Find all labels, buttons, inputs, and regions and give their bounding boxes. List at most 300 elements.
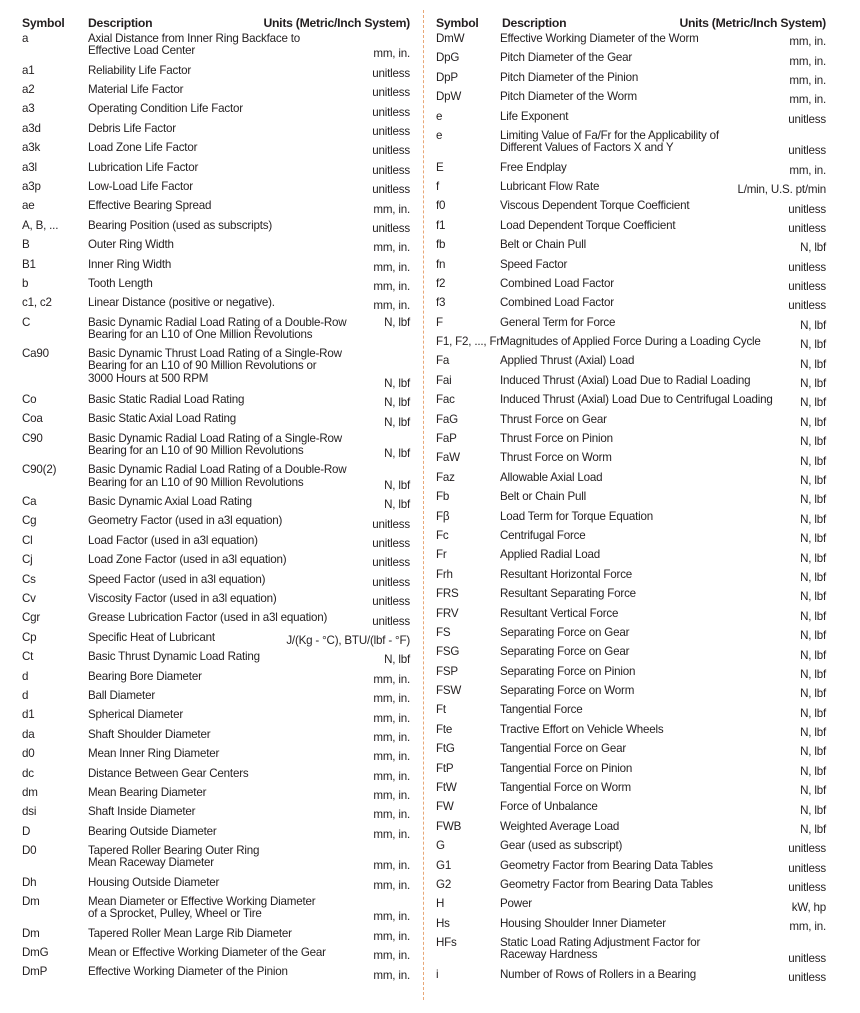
symbol-cell: Cgr: [22, 611, 41, 625]
description-cell: [88, 256, 369, 271]
column-divider: [423, 10, 424, 1000]
units-cell: N, lbf: [800, 318, 826, 332]
symbol-cell: Fb: [436, 490, 450, 504]
table-row: [22, 551, 410, 570]
symbol-cell: FaW: [436, 451, 460, 465]
description-cell: [500, 837, 784, 852]
units-cell: mm, in.: [373, 280, 410, 294]
units-cell: unitless: [372, 221, 410, 235]
description-line: Separating Force on Gear: [500, 645, 630, 659]
symbol-cell: Ca90: [22, 347, 49, 361]
symbol-cell: d: [22, 688, 29, 702]
table-row: [22, 745, 410, 764]
description-line: Reliability Life Factor: [88, 63, 192, 77]
units-cell: mm, in.: [373, 859, 410, 873]
units-cell: unitless: [788, 202, 826, 216]
description-line: Grease Lubrication Factor (used in a3l equation): [88, 611, 328, 625]
units-cell: N, lbf: [800, 415, 826, 429]
units-cell: N, lbf: [800, 338, 826, 352]
description-line: Allowable Axial Load: [500, 470, 603, 484]
table-row: [436, 178, 826, 197]
units-cell: mm, in.: [789, 163, 826, 177]
description-cell: [500, 275, 784, 290]
symbol-cell: Fac: [436, 393, 455, 407]
description-line: Tapered Roller Mean Large Rib Diameter: [88, 926, 292, 940]
table-row: [436, 372, 826, 391]
description-cell: [500, 895, 788, 910]
symbol-cell: dc: [22, 766, 34, 780]
table-row: [22, 874, 410, 893]
description-cell: [88, 430, 380, 457]
units-cell: unitless: [372, 575, 410, 589]
units-cell: N, lbf: [800, 590, 826, 604]
units-cell: N, lbf: [800, 648, 826, 662]
table-row: [22, 294, 410, 313]
units-cell: unitless: [372, 183, 410, 197]
description-cell: [88, 217, 368, 232]
table-row: [436, 966, 826, 985]
symbol-cell: f1: [436, 218, 446, 232]
description-header: Description: [88, 16, 153, 30]
table-row: [436, 682, 826, 701]
description-line: Basic Dynamic Radial Load Rating of a Single-Row: [88, 431, 342, 445]
description-cell: [500, 197, 784, 212]
description-cell: [88, 726, 369, 741]
units-cell: N, lbf: [800, 473, 826, 487]
description-line: Limiting Value of Fa/Fr for the Applicability of: [500, 128, 719, 142]
description-cell: [88, 100, 368, 115]
description-line: Shaft Shoulder Diameter: [88, 727, 211, 741]
symbol-cell: e: [436, 128, 443, 142]
description-line: Basic Dynamic Radial Load Rating of a Double-Row: [88, 463, 347, 477]
description-cell: [500, 760, 796, 775]
description-line: Bearing Outside Diameter: [88, 824, 217, 838]
description-line: Load Zone Life Factor: [88, 141, 198, 155]
description-line: Mean Bearing Diameter: [88, 785, 207, 799]
description-cell: [500, 566, 796, 581]
left-header: [22, 8, 410, 30]
table-row: [22, 314, 410, 346]
units-cell: unitless: [788, 299, 826, 313]
table-row: [436, 779, 826, 798]
description-line: Speed Factor (used in a3l equation): [88, 572, 266, 586]
description-cell: [500, 314, 796, 329]
description-line: Tangential Force: [500, 703, 583, 717]
table-row: [22, 803, 410, 822]
description-line: Force of Unbalance: [500, 800, 598, 814]
units-cell: N, lbf: [800, 241, 826, 255]
table-row: [22, 706, 410, 725]
units-cell: unitless: [372, 105, 410, 119]
description-cell: [500, 88, 785, 103]
description-cell: [500, 605, 796, 620]
description-line: Load Factor (used in a3l equation): [88, 533, 258, 547]
symbol-header: Symbol: [22, 16, 65, 30]
table-row: [22, 842, 410, 874]
units-cell: unitless: [788, 881, 826, 895]
description-cell: [500, 779, 796, 794]
symbol-cell: DpG: [436, 51, 460, 65]
description-line: Mean or Effective Working Diameter of the Gear: [88, 946, 326, 960]
symbol-cell: FSG: [436, 645, 460, 659]
units-cell: N, lbf: [800, 435, 826, 449]
table-row: [436, 159, 826, 178]
description-line: Geometry Factor from Bearing Data Tables: [500, 878, 713, 891]
symbol-cell: G1: [436, 858, 452, 872]
description-line: Debris Life Factor: [88, 121, 176, 135]
description-line: Effective Working Diameter of the Pinion: [88, 965, 288, 979]
description-cell: [500, 818, 796, 833]
description-line: Load Dependent Torque Coefficient: [500, 218, 676, 232]
symbol-cell: Co: [22, 393, 37, 407]
symbol-cell: f0: [436, 199, 446, 213]
units-cell: unitless: [788, 112, 826, 126]
units-cell: unitless: [372, 163, 410, 177]
description-cell: [88, 197, 369, 212]
symbol-header: Symbol: [436, 16, 479, 30]
table-row: [22, 30, 410, 62]
left-column: [22, 8, 410, 983]
description-cell: [500, 372, 796, 387]
description-cell: [500, 127, 784, 154]
description-line: Gear (used as subscript): [500, 839, 623, 853]
symbol-cell: Ft: [436, 703, 446, 717]
table-row: [436, 197, 826, 216]
description-line: Effective Load Center: [88, 44, 196, 58]
table-row: [22, 217, 410, 236]
symbol-cell: Coa: [22, 412, 43, 426]
description-cell: [500, 585, 796, 600]
table-row: [436, 701, 826, 720]
description-line: Axial Distance from Inner Ring Backface to: [88, 32, 300, 45]
table-row: [436, 566, 826, 585]
symbol-cell: a1: [22, 63, 35, 77]
description-line: Housing Outside Diameter: [88, 875, 220, 889]
symbol-cell: DmP: [22, 965, 48, 979]
description-cell: [500, 643, 796, 658]
table-row: [436, 314, 826, 333]
units-cell: N, lbf: [800, 357, 826, 371]
description-line: Raceway Hardness: [500, 948, 598, 962]
description-line: Tooth Length: [88, 276, 153, 290]
description-line: Resultant Horizontal Force: [500, 567, 633, 581]
symbol-cell: DpW: [436, 90, 462, 104]
table-row: [436, 391, 826, 410]
description-line: Distance Between Gear Centers: [88, 766, 249, 780]
description-cell: [88, 81, 368, 96]
description-cell: [88, 687, 369, 702]
symbol-cell: a2: [22, 82, 35, 96]
symbol-cell: d1: [22, 708, 35, 722]
units-cell: unitless: [372, 86, 410, 100]
symbol-cell: f2: [436, 276, 446, 290]
units-cell: unitless: [788, 951, 826, 965]
table-row: [436, 818, 826, 837]
table-row: [436, 127, 826, 159]
description-cell: [88, 120, 368, 135]
symbol-cell: B: [22, 238, 30, 252]
description-line: Lubrication Life Factor: [88, 160, 199, 174]
description-cell: [88, 745, 369, 760]
symbol-cell: Ct: [22, 650, 34, 664]
units-cell: mm, in.: [373, 808, 410, 822]
table-row: [436, 508, 826, 527]
units-cell: N, lbf: [384, 396, 410, 410]
description-cell: [88, 765, 369, 780]
description-line: Resultant Vertical Force: [500, 606, 619, 620]
symbol-cell: b: [22, 276, 29, 290]
symbol-cell: da: [22, 727, 35, 741]
description-line: Mean Raceway Diameter: [88, 856, 214, 870]
table-row: [436, 430, 826, 449]
table-row: [436, 449, 826, 468]
units-cell: unitless: [788, 260, 826, 274]
units-cell: unitless: [788, 970, 826, 984]
description-cell: [500, 236, 796, 251]
symbol-cell: C: [22, 315, 31, 329]
table-row: [22, 893, 410, 925]
symbol-cell: FtG: [436, 742, 455, 756]
table-row: [436, 256, 826, 275]
description-cell: [88, 275, 369, 290]
description-line: Lubricant Flow Rate: [500, 179, 600, 193]
symbol-cell: Faz: [436, 470, 455, 484]
description-line: Thrust Force on Gear: [500, 412, 607, 426]
table-row: [436, 294, 826, 313]
description-line: Viscous Dependent Torque Coefficient: [500, 199, 690, 213]
description-line: Effective Bearing Spread: [88, 199, 212, 213]
description-line: Viscosity Factor (used in a3l equation): [88, 591, 277, 605]
description-cell: [88, 629, 282, 644]
description-line: Induced Thrust (Axial) Load Due to Centrifugal Loading: [500, 393, 773, 407]
units-cell: N, lbf: [800, 726, 826, 740]
description-line: Bearing Position (used as subscripts): [88, 218, 272, 232]
units-cell: N, lbf: [384, 653, 410, 667]
description-cell: [500, 178, 733, 193]
symbol-cell: FtW: [436, 781, 457, 795]
units-cell: mm, in.: [373, 202, 410, 216]
description-line: Geometry Factor from Bearing Data Tables: [500, 858, 713, 872]
symbol-cell: Dm: [22, 926, 40, 940]
units-cell: N, lbf: [800, 784, 826, 798]
description-line: Combined Load Factor: [500, 296, 614, 310]
description-cell: [88, 159, 368, 174]
description-cell: [500, 857, 784, 872]
description-cell: [500, 663, 796, 678]
table-row: [22, 571, 410, 590]
units-cell: mm, in.: [373, 47, 410, 61]
symbol-cell: fb: [436, 238, 446, 252]
symbol-cell: i: [436, 967, 439, 981]
description-line: Specific Heat of Lubricant: [88, 630, 215, 644]
symbol-cell: d: [22, 669, 29, 683]
units-cell: mm, in.: [789, 93, 826, 107]
table-row: [22, 823, 410, 842]
description-line: Basic Dynamic Thrust Load Rating of a Single-Row: [88, 347, 342, 361]
description-line: Induced Thrust (Axial) Load Due to Radial Loading: [500, 373, 751, 387]
symbol-cell: d0: [22, 747, 35, 761]
description-line: Effective Working Diameter of the Worm: [500, 32, 699, 45]
description-cell: [500, 352, 796, 367]
description-cell: [88, 571, 368, 586]
table-row: [436, 740, 826, 759]
description-cell: [88, 551, 368, 566]
description-cell: [88, 139, 368, 154]
description-line: Bearing for an L10 of One Million Revolutions: [88, 327, 313, 341]
table-row: [22, 345, 410, 391]
units-cell: mm, in.: [789, 73, 826, 87]
description-cell: [88, 784, 369, 799]
table-row: [22, 275, 410, 294]
symbol-cell: c1, c2: [22, 296, 52, 310]
units-cell: N, lbf: [384, 376, 410, 390]
table-row: [436, 275, 826, 294]
description-cell: [500, 682, 796, 697]
description-line: Separating Force on Worm: [500, 684, 635, 698]
description-line: Shaft Inside Diameter: [88, 805, 196, 819]
description-cell: [88, 648, 380, 663]
description-line: Thrust Force on Worm: [500, 451, 612, 465]
description-cell: [500, 721, 796, 736]
description-line: Belt or Chain Pull: [500, 238, 586, 252]
description-line: Pitch Diameter of the Worm: [500, 90, 637, 104]
symbol-cell: H: [436, 897, 445, 911]
description-cell: [500, 159, 785, 174]
description-line: Basic Static Axial Load Rating: [88, 412, 237, 426]
units-cell: N, lbf: [800, 667, 826, 681]
units-cell: mm, in.: [373, 672, 410, 686]
description-line: Bearing for an L10 of 90 Million Revolutions or: [88, 359, 317, 373]
table-row: [22, 81, 410, 100]
symbol-cell: DmG: [22, 946, 49, 960]
table-row: [22, 609, 410, 628]
table-row: [436, 798, 826, 817]
description-line: Static Load Rating Adjustment Factor for: [500, 936, 701, 950]
units-cell: N, lbf: [800, 629, 826, 643]
table-row: [22, 687, 410, 706]
symbol-cell: FW: [436, 800, 454, 814]
description-line: Tractive Effort on Vehicle Wheels: [500, 722, 664, 736]
units-cell: mm, in.: [373, 730, 410, 744]
symbol-cell: Fa: [436, 354, 450, 368]
table-row: [436, 527, 826, 546]
units-cell: N, lbf: [800, 454, 826, 468]
symbol-cell: Cj: [22, 553, 33, 567]
symbol-cell: Fte: [436, 722, 453, 736]
description-cell: [500, 624, 796, 639]
symbol-cell: a3p: [22, 179, 41, 193]
table-row: [436, 624, 826, 643]
symbol-cell: f3: [436, 296, 446, 310]
description-line: Bearing for an L10 of 90 Million Revolutions: [88, 475, 304, 489]
description-line: Material Life Factor: [88, 82, 184, 96]
table-row: [22, 944, 410, 963]
description-line: Power: [500, 897, 532, 911]
symbol-cell: Fc: [436, 528, 449, 542]
table-row: [436, 88, 826, 107]
symbol-cell: C90(2): [22, 463, 57, 477]
description-line: Life Exponent: [500, 109, 569, 123]
units-cell: mm, in.: [373, 769, 410, 783]
symbol-cell: G2: [436, 878, 452, 891]
table-row: [436, 236, 826, 255]
table-row: [22, 493, 410, 512]
description-line: Different Values of Factors X and Y: [500, 141, 674, 155]
table-row: [436, 352, 826, 371]
symbol-cell: DmW: [436, 32, 465, 45]
description-cell: [500, 488, 796, 503]
units-cell: N, lbf: [800, 551, 826, 565]
units-cell: unitless: [372, 537, 410, 550]
symbol-cell: FSW: [436, 684, 462, 698]
table-row: [436, 546, 826, 565]
description-cell: [88, 461, 380, 488]
symbol-cell: a: [22, 32, 29, 45]
description-cell: [500, 449, 796, 464]
symbol-cell: Fr: [436, 548, 447, 562]
table-row: [22, 648, 410, 667]
description-line: Number of Rows of Rollers in a Bearing: [500, 967, 697, 981]
units-cell: mm, in.: [373, 789, 410, 803]
symbol-cell: D0: [22, 844, 37, 858]
description-cell: [88, 410, 380, 425]
symbol-cell: F1, F2, ..., Fn: [436, 335, 503, 349]
description-line: Free Endplay: [500, 160, 567, 174]
description-cell: [88, 391, 380, 406]
table-row: [22, 410, 410, 429]
description-line: Bearing Bore Diameter: [88, 669, 202, 683]
symbol-cell: F: [436, 315, 443, 329]
description-line: Operating Condition Life Factor: [88, 102, 243, 116]
description-line: Resultant Separating Force: [500, 587, 636, 601]
units-cell: unitless: [788, 861, 826, 875]
description-cell: [500, 469, 796, 484]
description-cell: [88, 493, 380, 508]
description-cell: [88, 944, 369, 959]
table-row: [436, 49, 826, 68]
description-cell: [88, 590, 368, 605]
description-cell: [500, 217, 784, 232]
description-cell: [88, 803, 369, 818]
table-row: [22, 765, 410, 784]
table-row: [436, 108, 826, 127]
units-cell: L/min, U.S. pt/min: [737, 183, 826, 197]
symbol-cell: FWB: [436, 819, 462, 833]
description-line: Basic Dynamic Radial Load Rating of a Double-Row: [88, 315, 347, 329]
units-cell: unitless: [372, 144, 410, 158]
description-line: Low-Load Life Factor: [88, 179, 193, 193]
table-row: [436, 488, 826, 507]
description-cell: [500, 256, 784, 271]
description-line: Load Zone Factor (used in a3l equation): [88, 553, 287, 567]
table-row: [436, 857, 826, 876]
table-row: [436, 469, 826, 488]
symbol-cell: f: [436, 179, 440, 193]
table-row: [22, 120, 410, 139]
table-row: [436, 411, 826, 430]
units-cell: mm, in.: [789, 919, 826, 933]
description-line: Applied Radial Load: [500, 548, 600, 562]
description-line: Tangential Force on Worm: [500, 781, 631, 795]
description-cell: [88, 512, 368, 527]
units-cell: N, lbf: [384, 415, 410, 429]
symbol-cell: FaG: [436, 412, 458, 426]
units-cell: unitless: [788, 842, 826, 856]
symbol-cell: Dm: [22, 895, 40, 909]
symbol-cell: a3l: [22, 160, 37, 174]
units-cell: N, lbf: [384, 315, 410, 329]
description-line: Mean Inner Ring Diameter: [88, 747, 220, 761]
